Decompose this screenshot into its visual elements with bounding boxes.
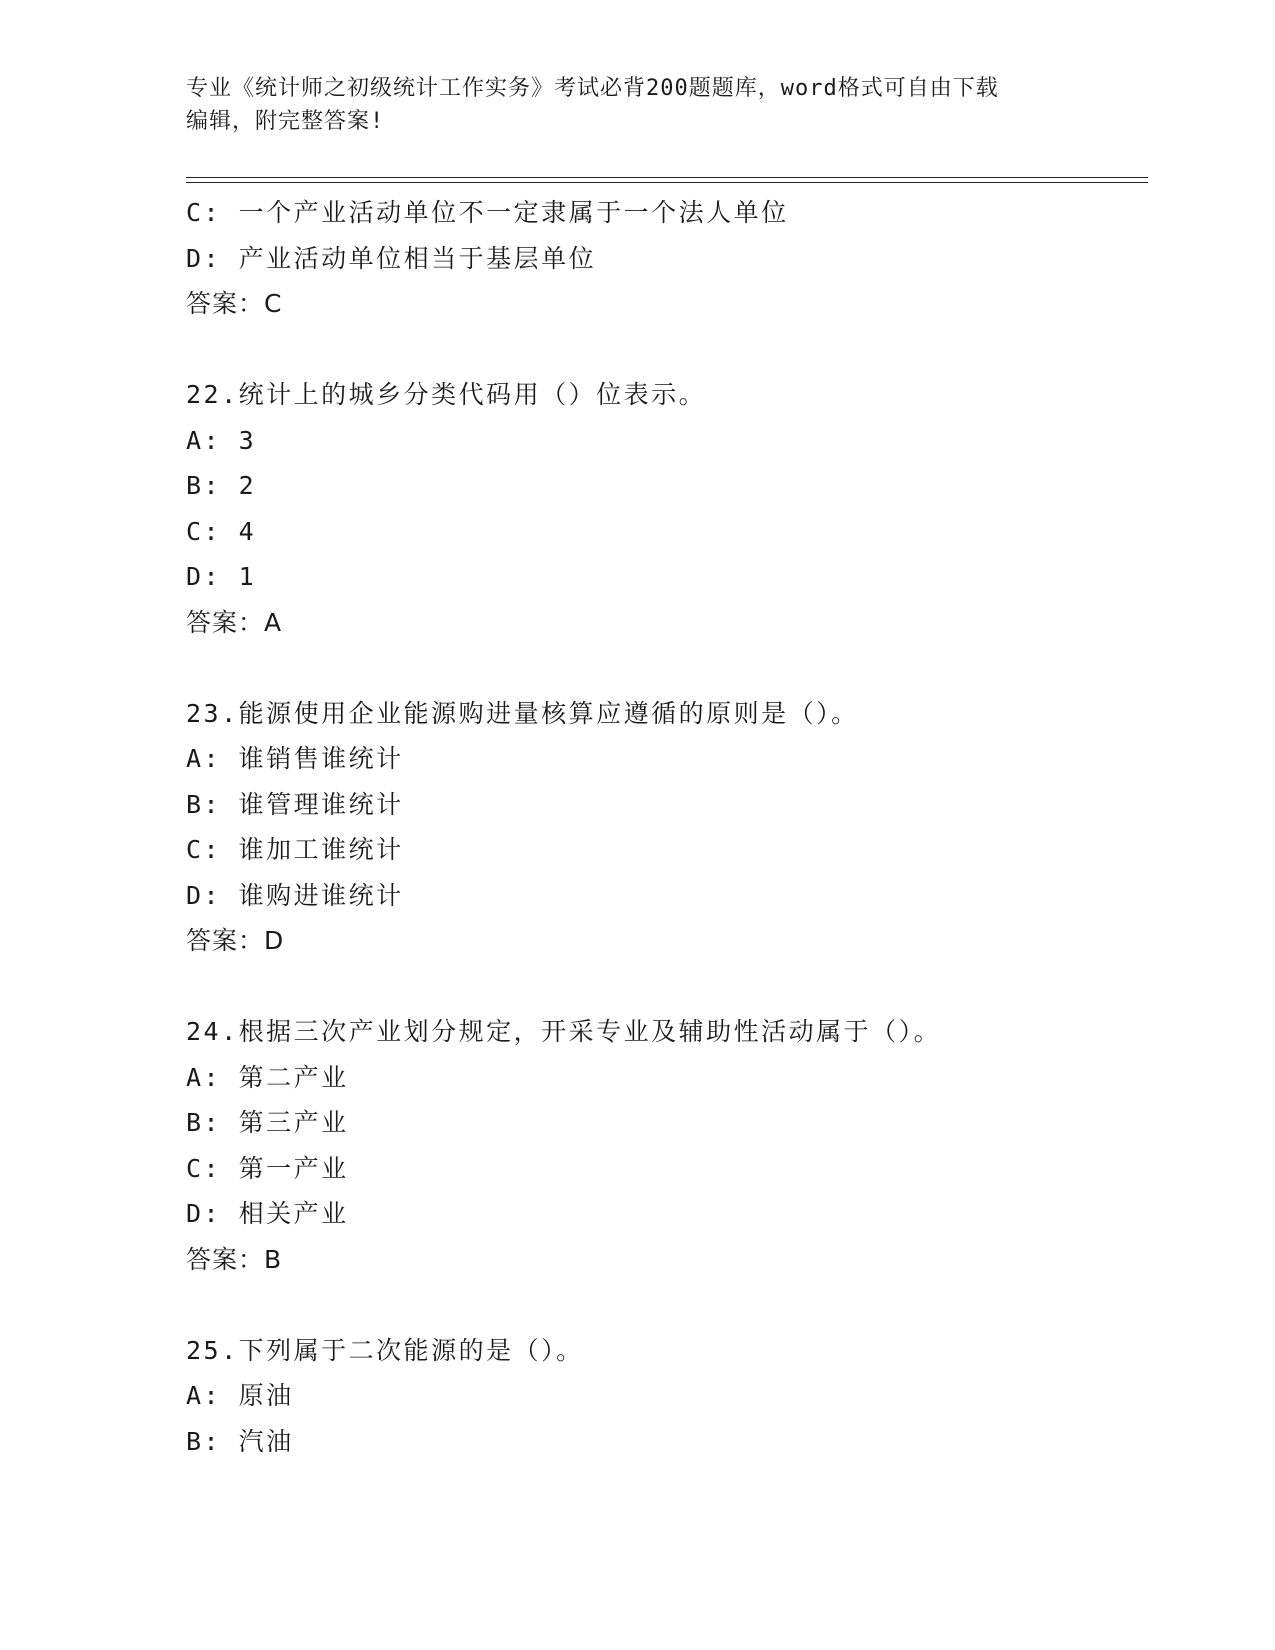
answer-line: 答案：C [186,289,283,318]
question-block-23 [186,691,1146,964]
option-c: C: 一个产业活动单位不一定隶属于一个法人单位 [186,198,789,227]
option-a: A: 谁销售谁统计 [186,744,404,773]
question-text: 23.能源使用企业能源购进量核算应遵循的原则是（）。 [186,698,859,728]
option-b: B: 汽油 [186,1426,294,1456]
option-c: C: 谁加工谁统计 [186,835,404,864]
answer-line: 答案：B [186,1244,283,1274]
question-block-25 [186,1328,1146,1465]
spacer [186,1282,1146,1328]
option-b: B: 2 [186,471,257,500]
spacer [186,645,1146,691]
answer-line: 答案：D [186,926,285,955]
question-text: 22.统计上的城乡分类代码用（）位表示。 [186,380,707,409]
spacer [186,964,1146,1010]
option-b: B: 第三产业 [186,1108,349,1137]
header-divider-top [186,177,1148,178]
option-c: C: 第一产业 [186,1153,349,1183]
question-block-22 [186,372,1146,645]
option-d: D: 1 [186,562,257,591]
option-c: C: 4 [186,516,257,546]
question-text: 24.根据三次产业划分规定，开采专业及辅助性活动属于（）。 [186,1017,942,1046]
header-line-2: 编辑，附完整答案! [186,109,385,134]
option-d: D: 谁购进谁统计 [186,880,404,910]
spacer [186,327,1146,373]
option-a: A: 3 [186,425,257,455]
option-a: A: 第二产业 [186,1062,349,1092]
option-d: D: 相关产业 [186,1199,349,1228]
header-divider-bottom [186,182,1148,183]
question-block-24 [186,1009,1146,1282]
document-header [186,72,1086,138]
answer-line: 答案：A [186,607,283,637]
option-a: A: 原油 [186,1381,294,1410]
question-list [186,190,1146,1464]
question-text: 25.下列属于二次能源的是（）。 [186,1335,584,1365]
option-b: B: 谁管理谁统计 [186,789,404,819]
option-d: D: 产业活动单位相当于基层单位 [186,243,597,273]
header-line-1: 专业《统计师之初级统计工作实务》考试必背200题题库，word格式可自由下载 [186,76,999,101]
question-block-21 [186,190,1146,327]
